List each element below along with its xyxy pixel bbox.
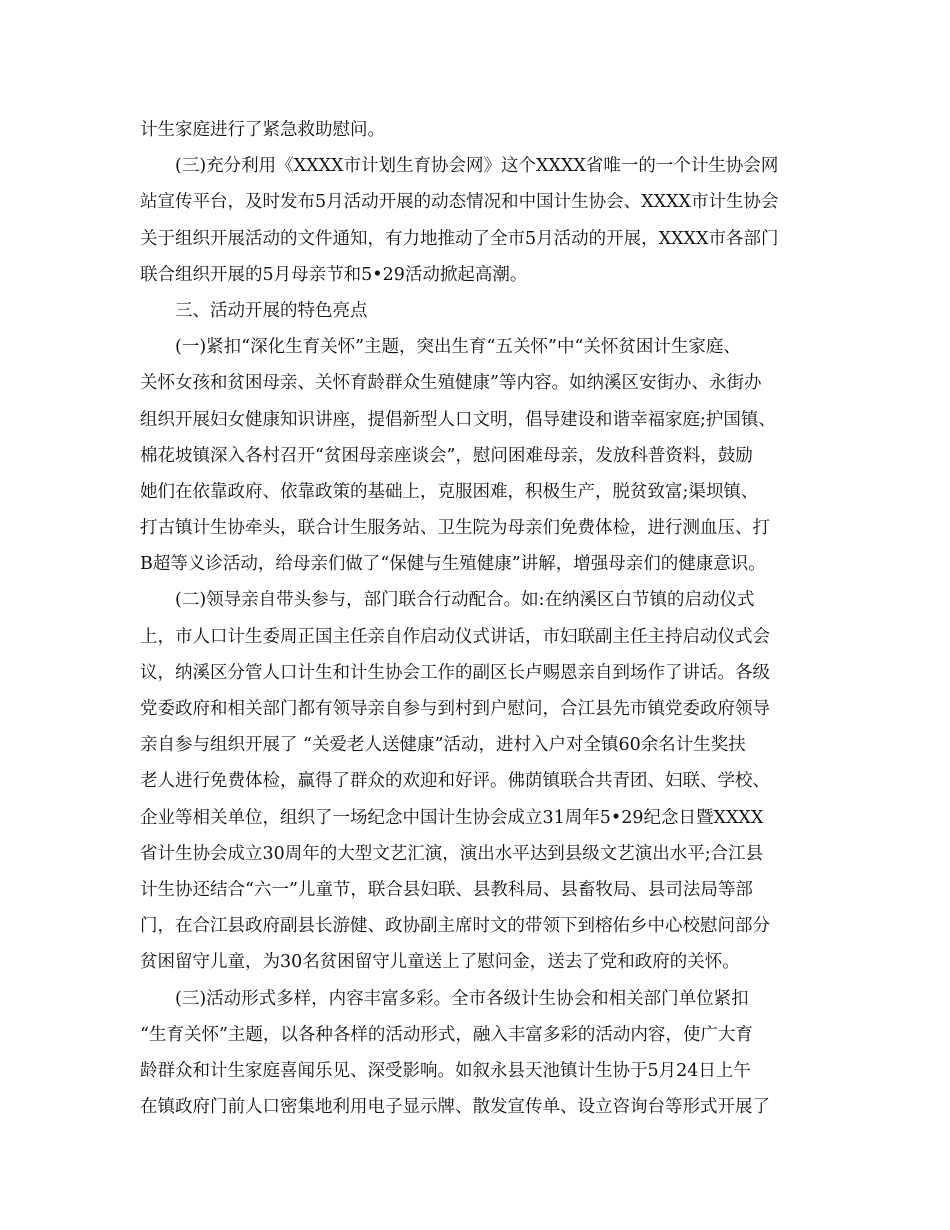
text-line: 亲自参与组织开展了 “关爱老人送健康”活动，进村入户对全镇60余名计生奖扶 — [140, 735, 746, 756]
text-line: 棉花坡镇深入各村召开“贫困母亲座谈会”，慰问困难母亲，发放科普资料，鼓励 — [140, 445, 753, 466]
text-line: (二)领导亲自带头参与，部门联合行动配合。如:在纳溪区白节镇的启动仪式 — [175, 590, 755, 611]
text-line: 关于组织开展活动的文件通知，有力地推动了全市5月活动的开展，XXXX市各部门 — [140, 228, 779, 249]
text-line: 贫困留守儿童，为30名贫困留守儿童送上了慰问金，送去了党和政府的关怀。 — [140, 952, 740, 973]
text-line: (三)活动形式多样，内容丰富多彩。全市各级计生协会和相关部门单位紧扣 — [175, 988, 749, 1009]
text-line: 计生家庭进行了紧急救助慰问。 — [140, 120, 385, 140]
text-line: 在镇政府门前人口密集地利用电子显示牌、散发宣传单、设立咨询台等形式开展了 — [140, 1097, 770, 1118]
text-line: 党委政府和相关部门都有领导亲自参与到村到户慰问，合江县先市镇党委政府领导 — [140, 699, 770, 719]
text-line: 龄群众和计生家庭喜闻乐见、深受影响。如叙永县天池镇计生协于5月24日上午 — [140, 1060, 751, 1081]
text-line: B超等义诊活动，给母亲们做了“保健与生殖健康”讲解，增强母亲们的健康意识。 — [140, 554, 766, 575]
text-line: 企业等相关单位，组织了一场纪念中国计生协会成立31周年5•29纪念日暨XXXX — [140, 807, 764, 828]
text-line: 联合组织开展的5月母亲节和5•29活动掀起高潮。 — [140, 264, 528, 285]
text-line: (三)充分利用《XXXX市计划生育协会网》这个XXXX省唯一的一个计生协会网 — [175, 156, 779, 177]
text-line: 组织开展妇女健康知识讲座，提倡新型人口文明，倡导建设和谐幸福家庭;护国镇、 — [140, 409, 776, 430]
text-line: 计生协还结合“六一”儿童节，联合县妇联、县教科局、县畜牧局、县司法局等部 — [140, 879, 753, 900]
text-line: “生育关怀”主题，以各种各样的活动形式，融入丰富多彩的活动内容，使广大育 — [140, 1024, 753, 1045]
text-line: 省计生协会成立30周年的大型文艺汇演，演出水平达到县级文艺演出水平;合江县 — [140, 843, 764, 864]
text-line: 三、活动开展的特色亮点 — [175, 300, 368, 321]
text-line: 她们在依靠政府、依靠政策的基础上，克服困难，积极生产，脱贫致富;渠坝镇、 — [140, 481, 759, 502]
text-line: 门，在合江县政府副县长游健、政协副主席时文的带领下到榕佑乡中心校慰问部分 — [140, 916, 770, 937]
document-body — [140, 112, 820, 1125]
text-line: 上，市人口计生委周正国主任亲自作启动仪式讲话，市妇联副主任主持启动仪式会 — [140, 626, 770, 647]
text-line: 打古镇计生协牵头，联合计生服务站、卫生院为母亲们免费体检，进行测血压、打 — [140, 518, 770, 539]
text-line: 站宣传平台，及时发布5月活动开展的动态情况和中国计生协会、XXXX市计生协会 — [140, 192, 779, 213]
text-line: 老人进行免费体检，赢得了群众的欢迎和好评。佛荫镇联合共青团、妇联、学校、 — [140, 771, 770, 792]
text-line: (一)紧扣“深化生育关怀”主题，突出生育“五关怀”中“关怀贫困计生家庭、 — [175, 337, 741, 358]
text-line: 关怀女孩和贫困母亲、关怀育龄群众生殖健康”等内容。如纳溪区安街办、永街办 — [140, 373, 762, 394]
text-line: 议，纳溪区分管人口计生和计生协会工作的副区长卢赐恩亲自到场作了讲话。各级 — [140, 662, 770, 683]
